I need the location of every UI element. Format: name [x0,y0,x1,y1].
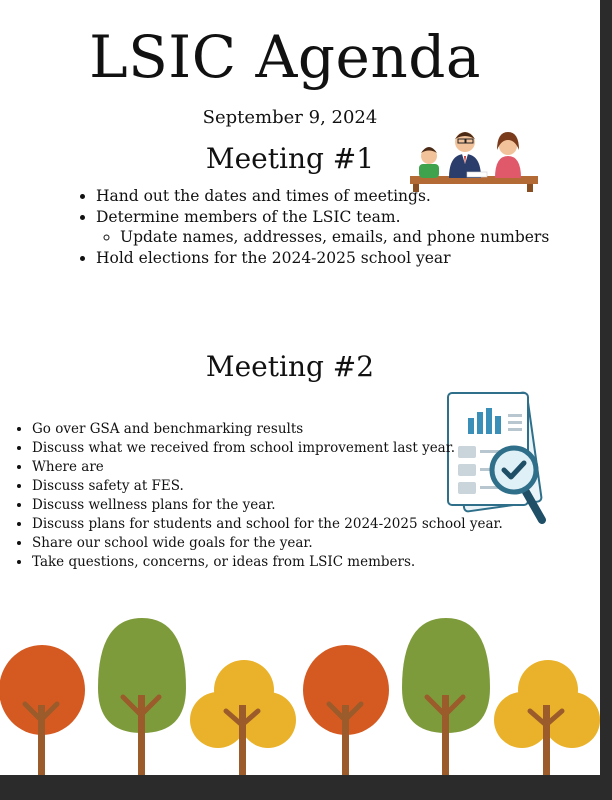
meeting-2-heading: Meeting #2 [205,350,375,383]
list-item: • Share our school wide goals for the year. [32,534,503,553]
meeting-1-heading: Meeting #1 [205,142,375,175]
green-tree-icon [98,618,186,775]
meeting-1-agenda-list [96,186,549,268]
list-item: • Go over GSA and benchmarking results [32,420,503,439]
list-item: • Discuss plans for students and school for the 2024-2025 school year. [32,515,503,534]
yellow-tree-icon [190,660,296,775]
list-item: • Where are [32,458,503,477]
list-item: • Hold elections for the 2024-2025 school year [96,248,549,269]
autumn-trees-decoration [0,610,600,775]
orange-tree-icon [0,645,85,775]
list-item: • Discuss safety at FES. [32,477,503,496]
green-tree-icon [402,618,490,775]
page-title: LSIC Agenda [89,23,481,91]
list-item-text: Determine members of the LSIC team. [96,207,401,226]
meeting-1-sublist [96,227,549,248]
list-item: • Discuss wellness plans for the year. [32,496,503,515]
list-item: • Discuss what we received from school improvement last year. [32,439,503,458]
list-item [96,207,549,248]
list-item: • Hand out the dates and times of meetings. [96,186,549,207]
meeting-2-agenda-list [32,420,503,572]
yellow-tree-icon [494,660,600,775]
orange-tree-icon [303,645,389,775]
list-item: • Take questions, concerns, or ideas from LSIC members. [32,553,503,572]
meeting-date: September 9, 2024 [202,107,378,128]
meeting-people-illustration [405,126,540,194]
sub-list-item: ◦ Update names, addresses, emails, and phone numbers [120,227,549,248]
